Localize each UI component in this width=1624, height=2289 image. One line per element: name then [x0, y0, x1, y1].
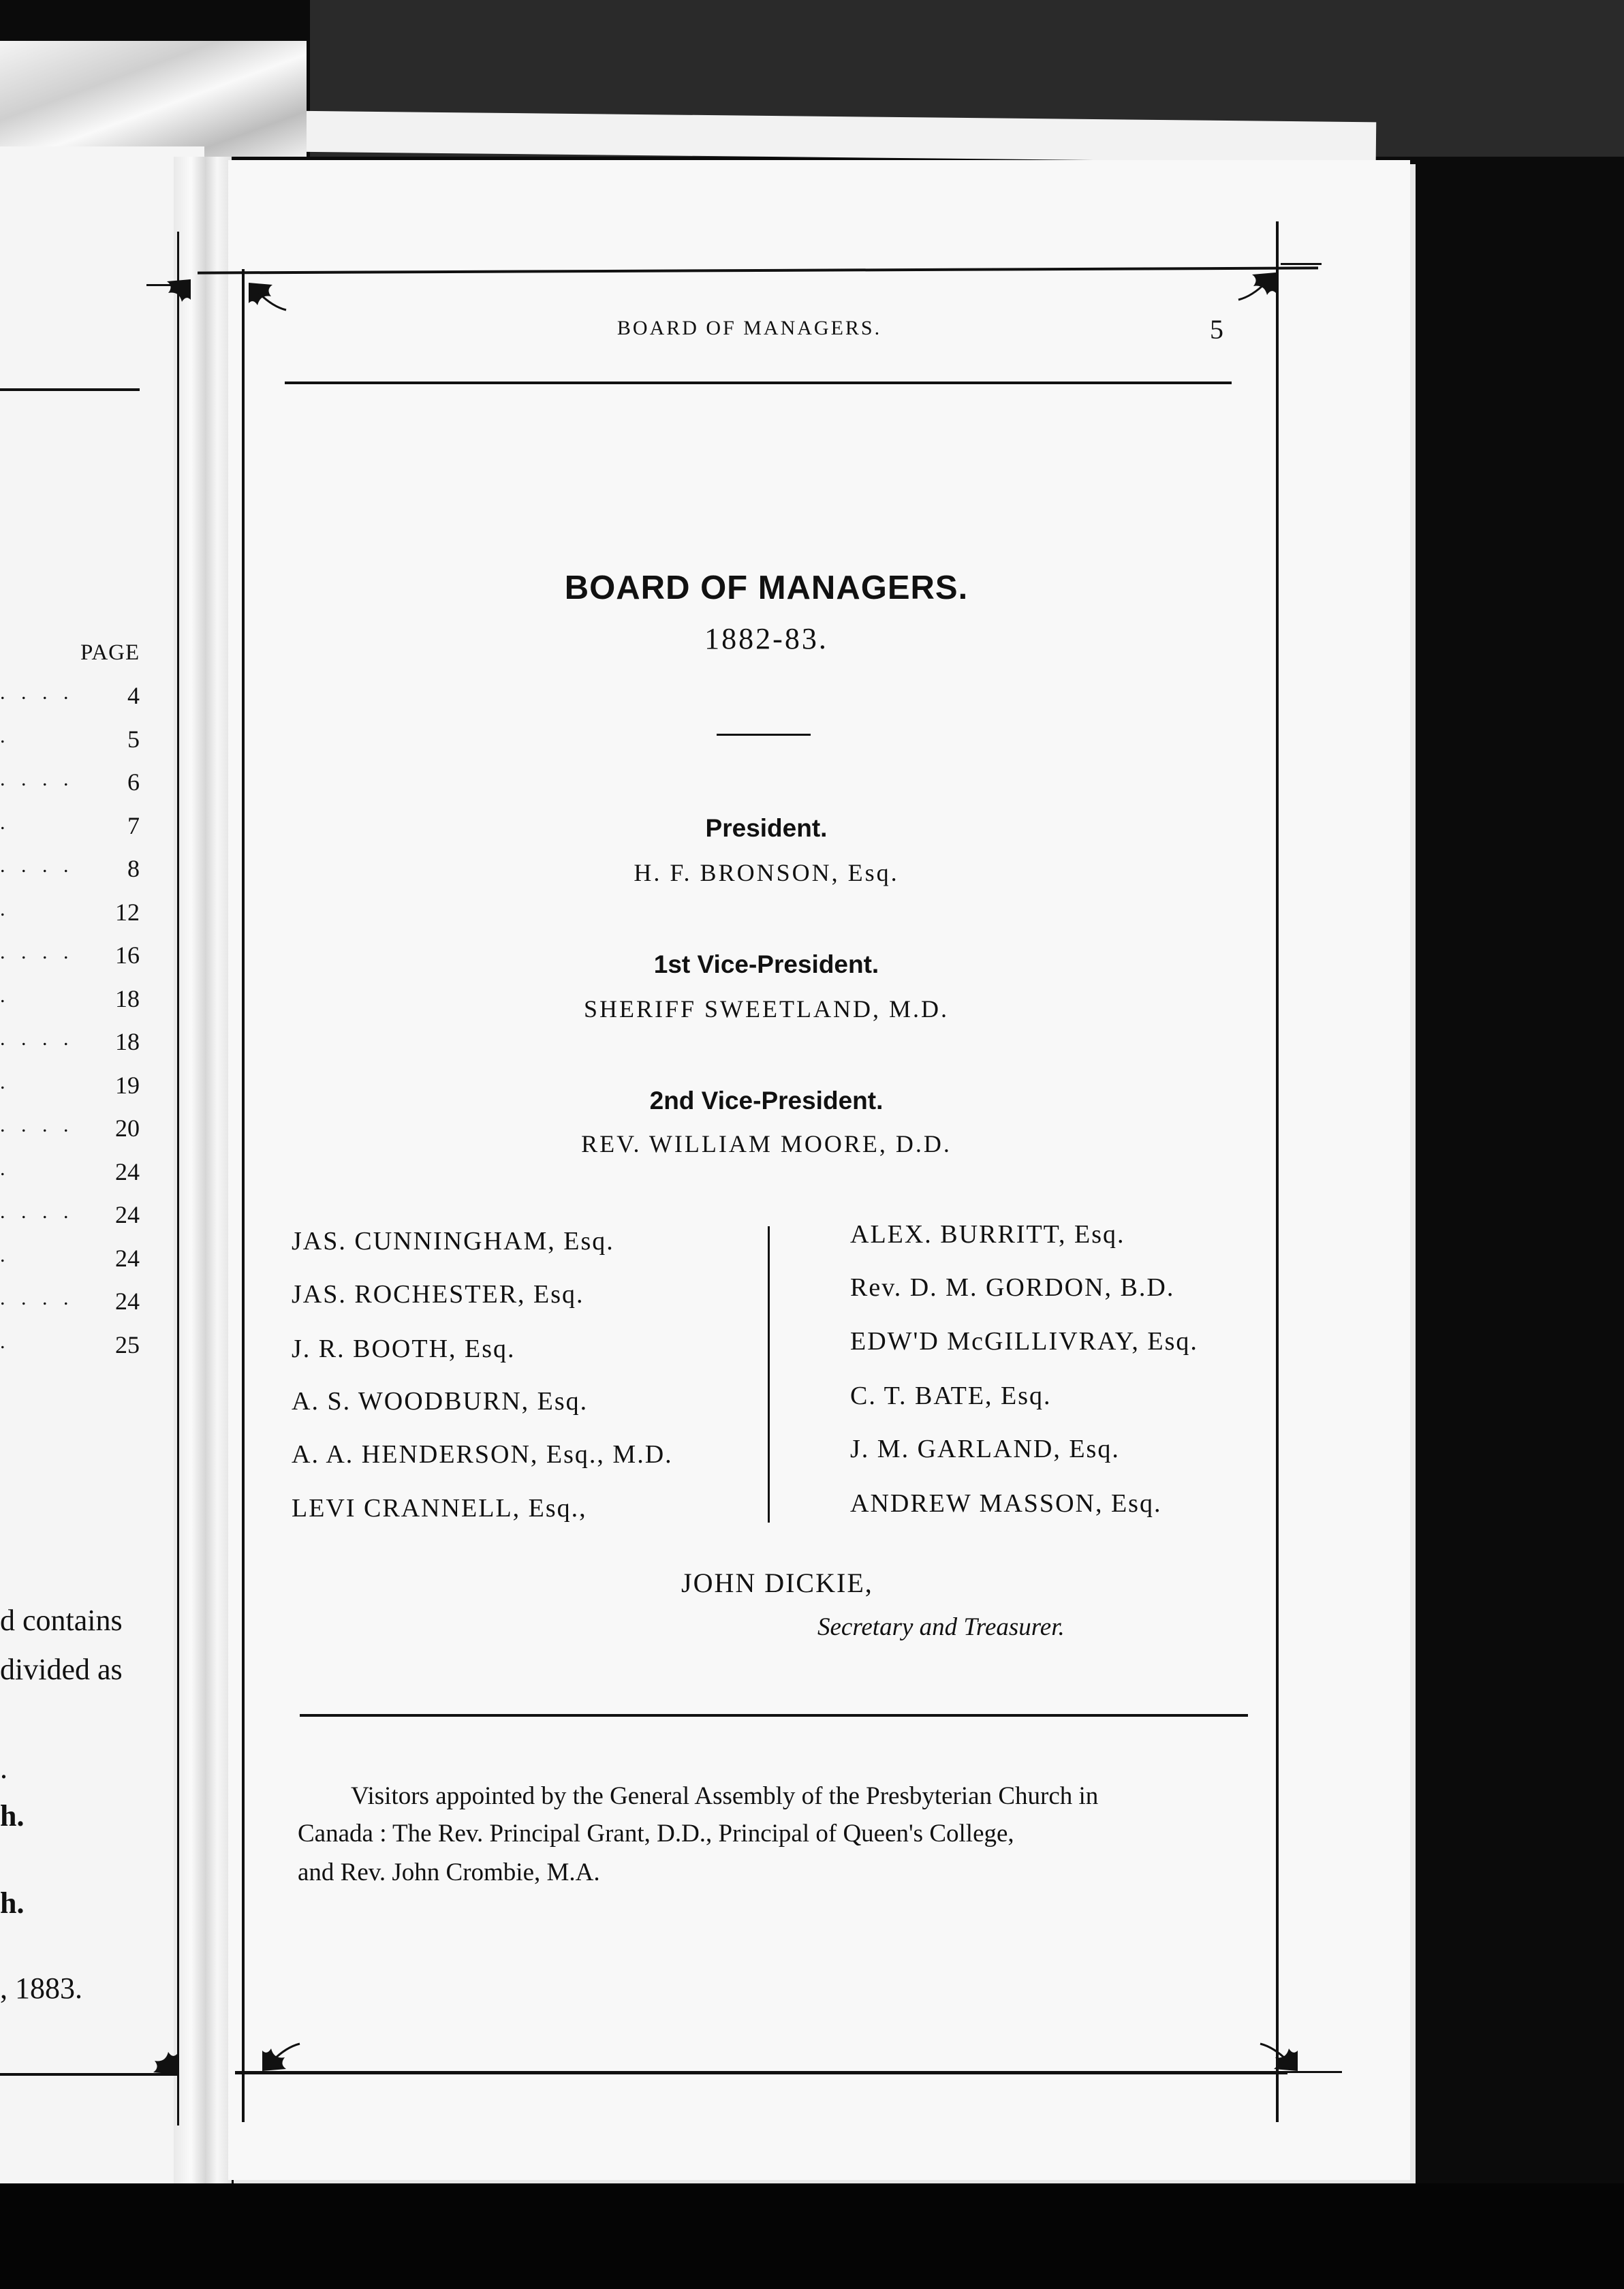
toc-page-number: 19 — [115, 1071, 140, 1099]
left-text-line: h. — [0, 1799, 25, 1833]
toc-page-number: 6 — [127, 768, 140, 796]
toc-page-number: 8 — [127, 855, 140, 882]
toc-row — [0, 1027, 140, 1061]
toc-row — [0, 898, 140, 932]
toc-page-number: 18 — [115, 1028, 140, 1055]
toc-leader-dots: . — [0, 811, 11, 834]
visitors-text-line: and Rev. John Crombie, M.A. — [298, 1858, 600, 1886]
toc-leader-dots: . . . . — [0, 1200, 74, 1223]
toc-row — [0, 1200, 140, 1234]
manager-name: A. A. HENDERSON, Esq., M.D. — [292, 1440, 673, 1469]
manager-name: C. T. BATE, Esq. — [850, 1382, 1052, 1410]
toc-page-number: 18 — [115, 984, 140, 1012]
title-divider — [717, 734, 811, 736]
toc-leader-dots: . . . . — [0, 681, 74, 704]
header-rule — [285, 382, 1232, 384]
toc-leader-dots: . — [0, 1157, 11, 1180]
frame-left-line — [242, 269, 245, 2122]
toc-row — [0, 941, 140, 975]
secretary-title: Secretary and Treasurer. — [817, 1613, 1065, 1641]
first-vice-president-role: 1st Vice-President. — [653, 950, 879, 978]
president-name: H. F. BRONSON, Esq. — [634, 859, 899, 886]
manager-name: LEVI CRANNELL, Esq., — [292, 1494, 587, 1523]
toc-leader-dots: . — [0, 1330, 11, 1353]
toc-page-number: 25 — [115, 1330, 140, 1358]
page-title: BOARD OF MANAGERS. — [564, 570, 969, 606]
corner-ornament-icon — [133, 2030, 181, 2078]
toc-page-number: 4 — [127, 682, 140, 709]
manager-name: J. R. BOOTH, Esq. — [292, 1335, 516, 1363]
toc-leader-dots: . . . . — [0, 854, 74, 877]
frame-bottom-line — [235, 2071, 1287, 2074]
toc-page-number: 24 — [115, 1201, 140, 1228]
managers-column-divider — [768, 1226, 770, 1523]
toc-page-number: 24 — [115, 1288, 140, 1315]
toc-leader-dots: . . . . — [0, 1287, 74, 1309]
page-number: 5 — [1210, 314, 1223, 345]
toc-row — [0, 854, 140, 888]
manager-name: Rev. D. M. GORDON, B.D. — [850, 1273, 1175, 1302]
toc-row — [0, 1330, 140, 1365]
corner-ornament-icon — [1253, 2027, 1301, 2074]
background-bottom — [0, 2183, 1624, 2289]
manager-name: EDW'D McGILLIVRAY, Esq. — [850, 1327, 1198, 1356]
running-head: BOARD OF MANAGERS. — [616, 317, 882, 339]
toc-leader-dots: . — [0, 897, 11, 920]
toc-row — [0, 1071, 140, 1105]
cloth-binding-tab — [0, 41, 307, 157]
toc-leader-dots: . — [0, 724, 11, 747]
toc-page-header: PAGE — [80, 640, 140, 665]
toc-row — [0, 811, 140, 845]
corner-ornament-icon — [245, 279, 293, 327]
toc-page-number: 20 — [115, 1115, 140, 1142]
toc-page-number: 12 — [115, 898, 140, 926]
president-role: President. — [705, 814, 828, 842]
visitors-rule — [300, 1714, 1248, 1717]
first-vice-president-name: SHERIFF SWEETLAND, M.D. — [583, 995, 949, 1023]
toc-leader-dots: . . . . — [0, 1027, 74, 1050]
toc-row — [0, 1287, 140, 1321]
toc-leader-dots: . . . . — [0, 941, 74, 963]
toc-row — [0, 1244, 140, 1278]
second-vice-president-role: 2nd Vice-President. — [649, 1087, 884, 1115]
left-top-rule — [0, 388, 140, 391]
visitors-text-line: Visitors appointed by the General Assembly of the Presbyterian Church in — [351, 1782, 1099, 1810]
corner-ornament-icon — [259, 2027, 307, 2074]
toc-page-number: 24 — [115, 1244, 140, 1272]
toc-row — [0, 1157, 140, 1192]
year-range: 1882-83. — [704, 622, 828, 655]
toc-row — [0, 1114, 140, 1148]
corner-ornament-icon — [146, 276, 194, 324]
left-text-line: d contains — [0, 1604, 123, 1637]
visitors-text-line: Canada : The Rev. Principal Grant, D.D., Principal of Queen's College, — [298, 1820, 1014, 1848]
left-text-line: . — [0, 1751, 7, 1785]
secretary-name: JOHN DICKIE, — [681, 1568, 873, 1598]
toc-page-number: 16 — [115, 941, 140, 969]
second-vice-president-name: REV. WILLIAM MOORE, D.D. — [581, 1130, 952, 1157]
frame-top-tick — [1281, 263, 1322, 265]
left-text-line: h. — [0, 1886, 25, 1920]
left-text-line: divided as — [0, 1653, 123, 1686]
manager-name: JAS. ROCHESTER, Esq. — [292, 1280, 584, 1309]
left-frame-line — [177, 232, 179, 2126]
manager-name: A. S. WOODBURN, Esq. — [292, 1387, 589, 1416]
toc-leader-dots: . — [0, 1070, 11, 1093]
toc-page-number: 24 — [115, 1157, 140, 1185]
manager-name: JAS. CUNNINGHAM, Esq. — [292, 1227, 614, 1256]
toc-row — [0, 725, 140, 759]
toc-leader-dots: . . . . — [0, 1114, 74, 1136]
toc-row — [0, 984, 140, 1018]
left-text-line: , 1883. — [0, 1972, 82, 2005]
toc-row — [0, 768, 140, 802]
toc-row — [0, 681, 140, 715]
toc-page-number: 5 — [127, 725, 140, 753]
manager-name: ALEX. BURRITT, Esq. — [850, 1220, 1125, 1249]
toc-page-number: 7 — [127, 811, 140, 839]
book-spine — [174, 157, 232, 2187]
corner-ornament-icon — [1232, 269, 1279, 317]
frame-right-line — [1276, 221, 1279, 2122]
toc-leader-dots: . — [0, 984, 11, 1007]
toc-leader-dots: . . . . — [0, 768, 74, 790]
manager-name: ANDREW MASSON, Esq. — [850, 1489, 1162, 1518]
manager-name: J. M. GARLAND, Esq. — [850, 1435, 1120, 1463]
toc-leader-dots: . — [0, 1243, 11, 1266]
